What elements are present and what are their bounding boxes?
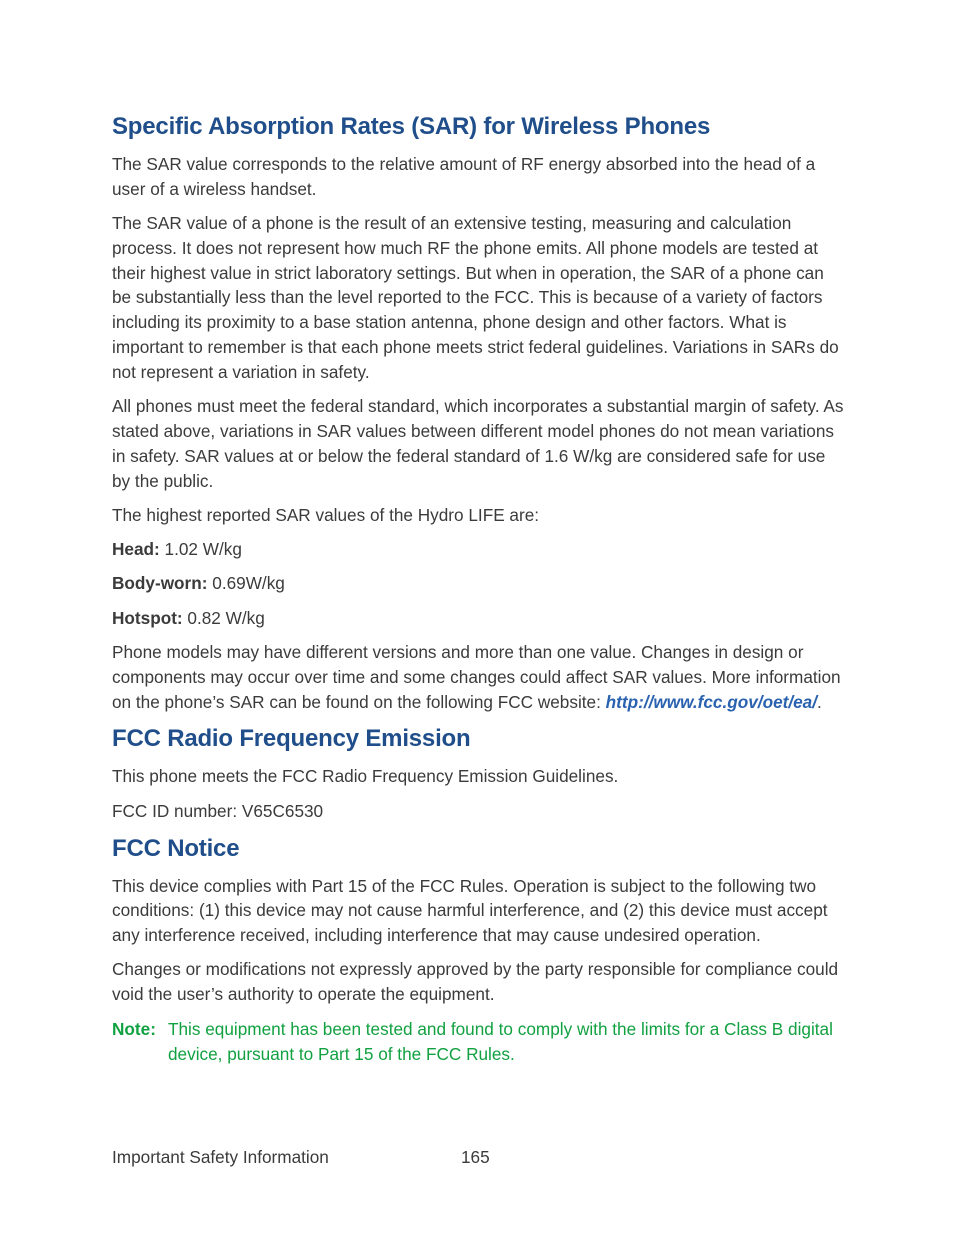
sar-hotspot-value [112, 606, 844, 631]
fcc-website-link[interactable]: http://www.fcc.gov/oet/ea/ [605, 691, 818, 712]
sar-paragraph-3: All phones must meet the federal standard, which incorporates a substantial margin of safety. As stated above, variations in SAR values between different model phones do not mean variations in safety. SAR values at or below the federal standard of 1.6 W/kg are considered safe for use by the public. [112, 396, 844, 491]
rf-heading: FCC Radio Frequency Emission [112, 725, 471, 753]
body-worn-label: Body-worn: [112, 573, 208, 594]
head-label: Head: [112, 539, 160, 560]
hotspot-label: Hotspot: [112, 607, 183, 628]
fcc-id-number: FCC ID number: V65C6530 [112, 800, 324, 821]
page-content [112, 112, 844, 1067]
notice-paragraph-2: Changes or modifications not expressly approved by the party responsible for compliance could void the user’s authority to operate the equipment. [112, 959, 839, 1005]
sar-body-value [112, 571, 844, 596]
sar-paragraph-5-text: Phone models may have different versions and more than one value. Changes in design or components may occur over time and some changes could affect SAR values. More information on the phone’s SAR can be found on the following FCC website: [112, 642, 841, 712]
hotspot-value: 0.82 W/kg [182, 607, 265, 628]
sar-paragraph-4: The highest reported SAR values of the Hydro LIFE are: [112, 504, 540, 525]
notice-paragraph-1: This device complies with Part 15 of the FCC Rules. Operation is subject to the following two conditions: (1) this device may not cause harmful interference, and (2) this device must accept any interference received, including interference that may cause undesired operation. [112, 875, 828, 946]
note-text: This equipment has been tested and found to comply with the limits for a Class B digital device, pursuant to Part 15 of the FCC Rules. [168, 1019, 833, 1064]
fcc-notice-heading: FCC Notice [112, 834, 240, 862]
sar-paragraph-1: The SAR value corresponds to the relative amount of RF energy absorbed into the head of a user of a wireless handset. [112, 154, 816, 199]
head-value: 1.02 W/kg [159, 539, 242, 560]
footer-section-title: Important Safety Information [112, 1147, 329, 1167]
note-label: Note: [112, 1019, 156, 1040]
link-period: . [817, 691, 822, 712]
page-number: 165 [461, 1147, 490, 1167]
sar-head-value [112, 537, 844, 562]
note-block [112, 1017, 844, 1067]
sar-paragraph-2: The SAR value of a phone is the result of an extensive testing, measuring and calculation process. It does not represent how much RF the phone emits. All phone models are tested at their highest value in strict laboratory settings. But when in operation, the SAR of a phone can be substantially less than the level reported to the FCC. This is because of a variety of factors including its proximity to a base station antenna, phone design and other factors. What is important to remember is that each phone meets strict federal guidelines. Variations in SARs do not represent a variation in safety. [112, 213, 839, 382]
sar-heading: Specific Absorption Rates (SAR) for Wireless Phones [112, 113, 711, 140]
body-worn-value: 0.69W/kg [207, 573, 285, 594]
sar-paragraph-5 [112, 640, 844, 714]
rf-paragraph-1: This phone meets the FCC Radio Frequency Emission Guidelines. [112, 766, 619, 787]
